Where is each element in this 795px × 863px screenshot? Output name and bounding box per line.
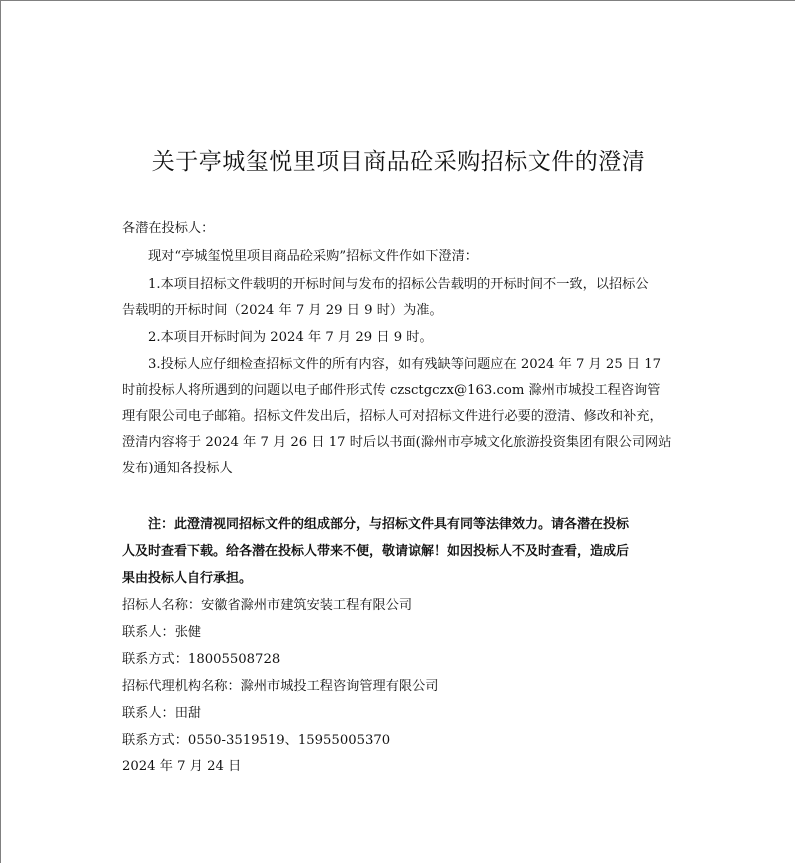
item-3-line-2: 时前投标人将所遇到的问题以电子邮件形式传 czsctgczx@163.com 滁州市城投工程咨询管: [122, 383, 661, 398]
item-3-line-1: 3.投标人应仔细检查招标文件的所有内容，如有残缺等问题应在 2024 年 7 月 25 日 17: [148, 357, 662, 372]
item-3-line-3: 理有限公司电子邮箱。招标文件发出后，招标人可对招标文件进行必要的澄清、修改和补充，: [122, 409, 663, 424]
agency-phone: 联系方式：0550-3519519、15955005370: [122, 733, 391, 748]
agency-name: 招标代理机构名称：滁州市城投工程咨询管理有限公司: [122, 679, 439, 694]
item-2-line-1: 2.本项目开标时间为 2024 年 7 月 29 日 9 时。: [148, 330, 433, 345]
tenderer-contact: 联系人：张健: [122, 625, 202, 640]
document-date: 2024 年 7 月 24 日: [122, 759, 242, 774]
item-1-line-1: 1.本项目招标文件载明的开标时间与发布的招标公告载明的开标时间不一致，以招标公: [148, 277, 649, 292]
salutation: 各潜在投标人：: [122, 221, 215, 236]
note-line-2: 人及时查看下载。给各潜在投标人带来不便，敬请谅解！如因投标人不及时查看，造成后: [122, 544, 630, 559]
item-3-line-4: 澄清内容将于 2024 年 7 月 26 日 17 时后以书面(滁州市亭城文化旅游投资集团有限公司网站: [122, 435, 672, 450]
item-1-line-2: 告载明的开标时间（2024 年 7 月 29 日 9 时）为准。: [122, 303, 443, 318]
tenderer-name: 招标人名称：安徽省滁州市建筑安装工程有限公司: [122, 598, 413, 613]
document-title: 关于亭城玺悦里项目商品砼采购招标文件的澄清: [151, 149, 646, 175]
note-line-3: 果由投标人自行承担。: [122, 571, 253, 586]
item-3-line-5: 发布)通知各投标人: [122, 461, 233, 476]
intro-paragraph: 现对“亭城玺悦里项目商品砼采购”招标文件作如下澄清：: [148, 249, 478, 264]
tenderer-phone: 联系方式：18005508728: [122, 652, 281, 667]
note-line-1: 注：此澄清视同招标文件的组成部分，与招标文件具有同等法律效力。请各潜在投标: [148, 517, 630, 532]
agency-contact: 联系人：田甜: [122, 706, 202, 721]
